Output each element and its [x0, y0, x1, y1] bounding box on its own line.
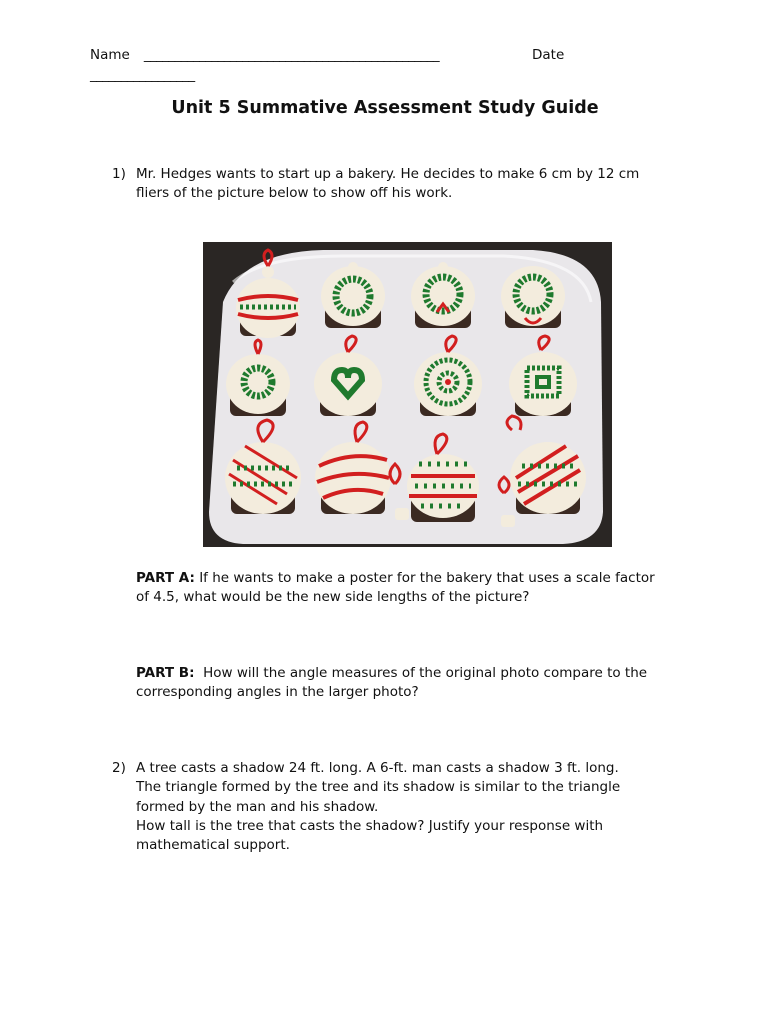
part-a: [136, 569, 696, 608]
question-number: 2): [112, 760, 126, 776]
part-line: corresponding angles in the larger photo?: [136, 684, 419, 701]
question-text: [136, 759, 696, 855]
date-label: Date: [532, 47, 565, 63]
question-line: A tree casts a shadow 24 ft. long. A 6-ft. man casts a shadow 3 ft. long.: [136, 760, 619, 776]
question-line: formed by the man and his shadow.: [136, 798, 379, 815]
question-line: How tall is the tree that casts the shadow? Justify your response with: [136, 817, 604, 834]
part-line: of 4.5, what would be the new side lengths of the picture?: [136, 589, 530, 606]
question-line: fliers of the picture below to show off his work.: [136, 185, 453, 202]
question-line: mathematical support.: [136, 837, 290, 854]
question-number: 1): [112, 166, 126, 182]
part-line: How will the angle measures of the original photo compare to the: [203, 665, 648, 681]
page-title: Unit 5 Summative Assessment Study Guide: [171, 98, 599, 118]
name-label: Name: [90, 47, 130, 63]
cupcake-ornaments-image: [203, 242, 612, 547]
date-blank: _________________: [90, 67, 195, 83]
part-b: [136, 664, 696, 703]
part-line: If he wants to make a poster for the bakery that uses a scale factor: [199, 570, 655, 586]
name-blank: ________________________________________________: [143, 47, 440, 63]
cupcake-photo: [203, 242, 612, 547]
name-line: [90, 46, 690, 65]
part-label: PART B:: [136, 665, 195, 681]
question-text: [136, 165, 696, 204]
question-line: Mr. Hedges wants to start up a bakery. He decides to make 6 cm by 12 cm: [136, 166, 640, 182]
part-label: PART A:: [136, 570, 195, 586]
question-line: The triangle formed by the tree and its shadow is similar to the triangle: [136, 779, 621, 796]
